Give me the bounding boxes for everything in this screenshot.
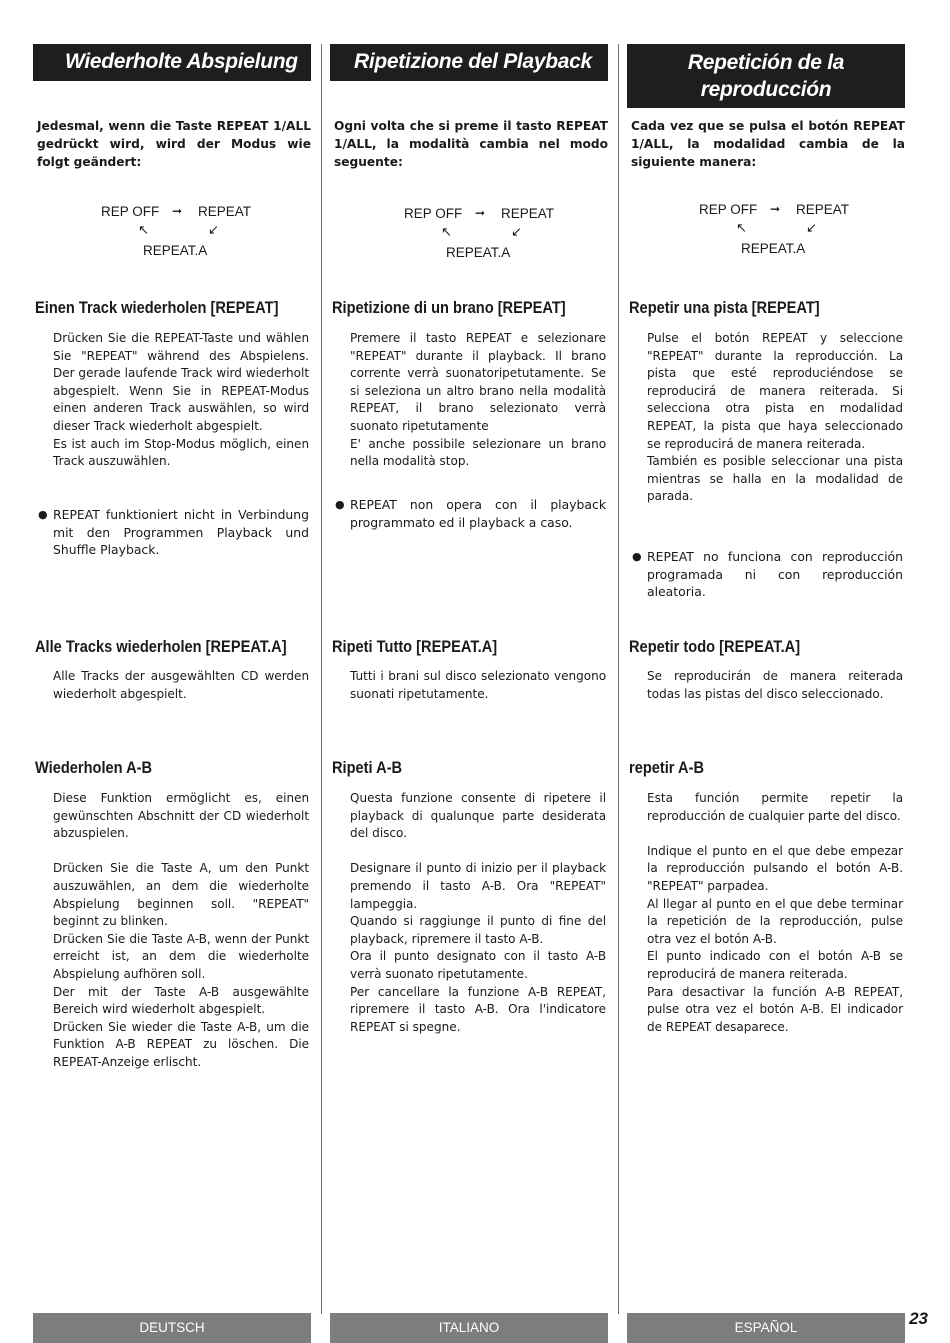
section-title-de: Wiederholte Abspielung: [33, 44, 311, 81]
intro-text-es: Cada vez que se pulsa el botón REPEAT 1/ALL, la modalidad cambia de la siguiente manera:: [631, 119, 905, 169]
up-left-arrow-icon: ↖: [138, 222, 149, 237]
language-footer-es: ESPAÑOL: [627, 1313, 905, 1343]
paragraph: Al llegar al punto en el que debe terminar la repetición de la reproducción, pulse otra vez el botón A-B.: [647, 895, 904, 946]
note-repeat-it: [335, 496, 606, 531]
paragraph: El punto indicado con el botón A-B se reproducirá de manera reiterada.: [647, 948, 904, 981]
body-repeat-all-it: Tutti i brani sul disco selezionato vengono suonati ripetutamente.: [350, 668, 607, 701]
paragraph: Questa funzione consente di ripetere il playback di qualunque parte desiderata del disco.: [350, 790, 607, 841]
right-arrow-icon: ➞: [172, 204, 183, 218]
language-footer-de: DEUTSCH: [33, 1313, 311, 1343]
body-repeat-track-it: [350, 329, 606, 470]
paragraph: Quando si raggiunge il punto di fine del playback, ripremere il tasto A-B.: [350, 913, 607, 946]
paragraph: Drücken Sie die Taste A-B, wenn der Punkt erreicht ist, an dem die wiederholte Abspielung aufhören soll.: [53, 930, 310, 981]
column-deutsch: [33, 44, 311, 1335]
language-footer-it: ITALIANO: [330, 1313, 608, 1343]
body-repeat-track-de: [53, 329, 309, 470]
diagram-repeat-a: REPEAT.A: [741, 241, 806, 256]
up-left-arrow-icon: ↖: [736, 220, 747, 235]
paragraph: Designare il punto di inizio per il playback premendo il tasto A-B. Ora "REPEAT" lampeggia.: [350, 860, 607, 911]
paragraph: Per cancellare la funzione A-B REPEAT, ripremere il tasto A-B. Ora l'indicatore REPEAT si spegne.: [350, 983, 607, 1034]
bullet-icon: ●: [632, 550, 642, 563]
heading-repeat-all-es: Repetir todo [REPEAT.A]: [629, 637, 801, 656]
body-repeat-ab-it: [350, 789, 606, 1035]
body-repeat-ab-de: [53, 789, 309, 1071]
page-number: 23: [909, 1309, 928, 1328]
paragraph: Es ist auch im Stop-Modus möglich, einen Track auszuwählen.: [53, 435, 310, 469]
heading-repeat-ab-es: repetir A-B: [629, 758, 705, 777]
diagram-repeat: REPEAT: [198, 204, 252, 219]
column-divider-right: [618, 44, 619, 1314]
paragraph: Drücken Sie die REPEAT-Taste und wählen Sie "REPEAT" während des Abspielens. Der gerade laufende Track wird wiederholt abgespielt. Wenn Sie in REPEAT-Modus einen anderen Track auswählen, so wird dieser Track wiederholt abgespielt.: [53, 330, 310, 433]
note-repeat-es: [632, 548, 903, 601]
intro-text-it: Ogni volta che si preme il tasto REPEAT 1/ALL, la modalità cambia nel modo seguente:: [334, 119, 608, 169]
paragraph: Esta función permite repetir la reproducción de cualquier parte del disco.: [647, 790, 904, 823]
paragraph: También es posible seleccionar una pista mientras se halla en la modalidad de parada.: [647, 453, 904, 504]
diagram-repeat: REPEAT: [796, 202, 850, 217]
body-repeat-track-es: [647, 329, 903, 505]
paragraph: Drücken Sie wieder die Taste A-B, um die Funktion A-B REPEAT zu löschen. Die REPEAT-Anzeige erlischt.: [53, 1018, 310, 1069]
heading-repeat-track-es: Repetir una pista [REPEAT]: [629, 298, 820, 317]
body-repeat-all-es: Se reproducirán de manera reiterada todas las pistas del disco seleccionado.: [647, 668, 904, 701]
right-arrow-icon: ➞: [475, 206, 486, 220]
down-left-arrow-icon: ↙: [208, 222, 219, 237]
note-repeat-de: [38, 506, 309, 559]
paragraph: Premere il tasto REPEAT e selezionare "REPEAT" durante il playback. Il brano corrente verrà suonatoripetutamente. Se si seleziona un altro brano nella modalità REPEAT, il brano selezionato verrà suonato ripetutamente: [350, 330, 607, 433]
paragraph: Ora il punto designato con il tasto A-B verrà suonato ripetutamente.: [350, 948, 607, 981]
note-text: REPEAT no funciona con reproducción programada ni con reproducción aleatoria.: [647, 549, 903, 600]
paragraph: Para desactivar la función A-B REPEAT, pulse otra vez el botón A-B. El indicador de REPEAT desaparece.: [647, 983, 904, 1034]
intro-text-de: Jedesmal, wenn die Taste REPEAT 1/ALL gedrückt wird, wird der Modus wie folgt geändert:: [37, 119, 311, 169]
note-text: REPEAT funktioniert nicht in Verbindung mit den Programmen Playback und Shuffle Playback.: [53, 507, 309, 558]
column-divider-left: [321, 44, 322, 1314]
section-title-es: [627, 44, 905, 108]
down-left-arrow-icon: ↙: [806, 220, 817, 235]
column-italiano: [330, 44, 608, 1335]
section-title-line1: Repetición de la: [687, 51, 845, 74]
paragraph: Der mit der Taste A-B ausgewählte Bereich wird wiederholt abgespielt.: [53, 983, 310, 1017]
diagram-repeat: REPEAT: [501, 206, 555, 221]
bullet-icon: ●: [335, 498, 345, 511]
diagram-repeat-a: REPEAT.A: [446, 245, 511, 260]
section-title-line2: reproducción: [700, 78, 832, 101]
heading-repeat-all-de: Alle Tracks wiederholen [REPEAT.A]: [35, 637, 287, 656]
paragraph: Indique el punto en el que debe empezar la reproducción pulsando el botón A-B. "REPEAT" parpadea.: [647, 842, 904, 893]
paragraph: Pulse el botón REPEAT y seleccione "REPEAT" durante la reproducción. La pista que esté reproduciéndose se reproducirá de manera reiterada. Si selecciona otra pista en modalidad REPEAT, la pista que haya seleccionado se reproducirá de manera reiterada.: [647, 330, 904, 451]
paragraph: Diese Funktion ermöglicht es, einen gewünschten Abschnitt der CD wiederholt abzuspielen.: [53, 790, 310, 841]
mode-cycle-diagram-de: [101, 204, 261, 264]
down-left-arrow-icon: ↙: [511, 224, 522, 239]
heading-repeat-track-it: Ripetizione di un brano [REPEAT]: [332, 298, 566, 317]
diagram-rep-off: REP OFF: [101, 204, 160, 219]
heading-repeat-track-de: Einen Track wiederholen [REPEAT]: [35, 298, 279, 317]
mode-cycle-diagram-it: [404, 206, 564, 266]
heading-repeat-ab-it: Ripeti A-B: [332, 758, 403, 777]
body-repeat-all-de: Alle Tracks der ausgewählten CD werden wiederholt abgespielt.: [53, 668, 310, 701]
heading-repeat-ab-de: Wiederholen A-B: [35, 758, 153, 777]
note-text: REPEAT non opera con il playback programmato ed il playback a caso.: [350, 497, 606, 530]
diagram-rep-off: REP OFF: [404, 206, 463, 221]
paragraph: E' anche possibile selezionare un brano nella modalità stop.: [350, 435, 607, 469]
heading-repeat-all-it: Ripeti Tutto [REPEAT.A]: [332, 637, 498, 656]
section-title-it: Ripetizione del Playback: [330, 44, 608, 81]
bullet-icon: ●: [38, 508, 48, 521]
mode-cycle-diagram-es: [699, 202, 859, 262]
body-repeat-ab-es: [647, 789, 903, 1035]
diagram-repeat-a: REPEAT.A: [143, 243, 208, 258]
column-espanol: [627, 44, 905, 1335]
diagram-rep-off: REP OFF: [699, 202, 758, 217]
right-arrow-icon: ➞: [770, 202, 781, 216]
paragraph: Drücken Sie die Taste A, um den Punkt auszuwählen, an dem die wiederholte Abspielung beginnen soll. "REPEAT" beginnt zu blinken.: [53, 860, 310, 929]
up-left-arrow-icon: ↖: [441, 224, 452, 239]
